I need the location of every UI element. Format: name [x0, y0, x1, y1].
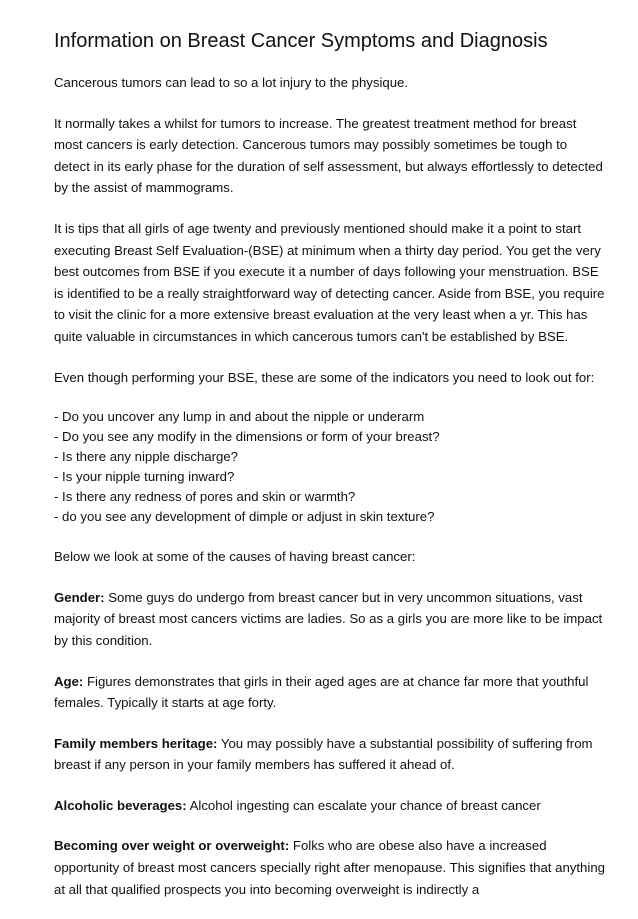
cause-text: Figures demonstrates that girls in their aged ages are at chance far more that youthful females. Typically it starts at age forty. — [54, 673, 589, 711]
intro-paragraph: Cancerous tumors can lead to so a lot injury to the physique. — [54, 75, 409, 90]
list-item: - Is there any redness of pores and skin or warmth? — [54, 489, 356, 505]
list-item: - do you see any development of dimple or adjust in skin texture? — [54, 509, 435, 525]
cause-label: Gender: — [54, 589, 105, 605]
detection-paragraph: It normally takes a whilst for tumors to increase. The greatest treatment method for breast most cancers is early detection. Cancerous tumors may possibly sometimes be tough to detect in its early phase for the duration of self assessment, but always effortlessly to detected by the assist of mammograms. — [54, 115, 603, 196]
document-page — [54, 28, 606, 919]
cause-text: Some guys do undergo from breast cancer but in very uncommon situations, vast majority of breast most cancers victims are ladies. So as a girls you are more like to be impact by this condition. — [54, 589, 603, 648]
cause-text: Alcohol ingesting can escalate your chance of breast cancer — [186, 797, 541, 813]
cause-text: Folks who are obese also have a increased opportunity of breast most cancers specially right after menopause. This signifies that anything at all that qualified prospects you into becoming overweight is indirectly a — [54, 838, 605, 897]
causes-intro: Below we look at some of the causes of having breast cancer: — [54, 549, 416, 565]
indicators-intro: Even though performing your BSE, these are some of the indicators you need to look out for: — [54, 369, 595, 385]
cause-overweight — [54, 835, 606, 900]
bse-paragraph: It is tips that all girls of age twenty and previously mentioned should make it a point to start executing Breast Self Evaluation-(BSE) at minimum when a thirty day period. You get the very best outcomes from BSE if you execute it a number of days following your menstruation. BSE is identified to be a really straightforward way of detecting cancer. Aside from BSE, you require to visit the clinic for a more extensive breast evaluation at the very least when a yr. This has quite valuable in circumstances in which cancerous tumors can't be established by BSE. — [54, 220, 605, 344]
cause-family-heritage — [54, 733, 606, 776]
cause-label: Age: — [54, 673, 84, 689]
list-item: - Is there any nipple discharge? — [54, 449, 239, 465]
cause-alcohol — [54, 795, 606, 817]
cause-gender — [54, 587, 606, 652]
cause-age — [54, 671, 606, 714]
list-item: - Is your nipple turning inward? — [54, 469, 235, 485]
cause-label: Alcoholic beverages: — [54, 797, 187, 813]
cause-text: You may possibly have a substantial possibility of suffering from breast if any person in your family members has suffered it ahead of. — [54, 735, 593, 773]
list-item: - Do you uncover any lump in and about the nipple or underarm — [54, 409, 425, 425]
indicators-list — [54, 407, 606, 527]
cause-label: Becoming over weight or overweight: — [54, 838, 290, 854]
document-title: Information on Breast Cancer Symptoms and Diagnosis — [54, 30, 548, 52]
cause-label: Family members heritage: — [54, 735, 218, 751]
list-item: - Do you see any modify in the dimensions or form of your breast? — [54, 429, 440, 445]
